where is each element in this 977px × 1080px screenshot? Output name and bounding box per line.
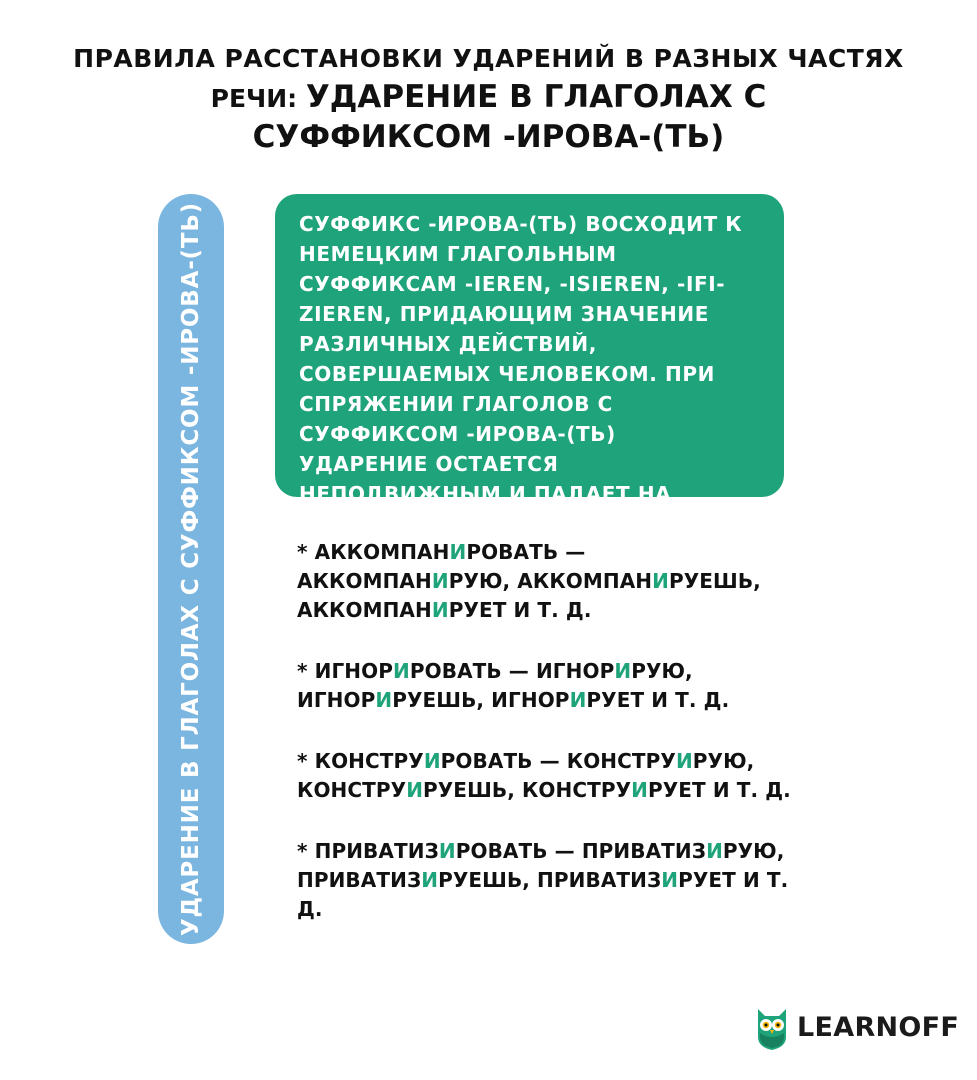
stressed-vowel: И: [449, 540, 467, 564]
bullet-mark: *: [297, 659, 315, 683]
stressed-vowel: И: [652, 569, 669, 593]
logo-text: LEARNOFF: [797, 1011, 960, 1043]
sidebar-label-pill: [158, 194, 224, 944]
example-text: РУЕШЬ, ИГНОР: [392, 688, 570, 712]
example-text: ИГНОР: [314, 659, 394, 683]
owl-icon: [755, 1003, 789, 1051]
stressed-vowel: И: [706, 839, 723, 863]
example-text: РУЮ, ПРИВАТИЗ: [297, 839, 785, 892]
example-item: [297, 747, 797, 805]
example-item: [297, 538, 797, 625]
example-item: [297, 657, 797, 715]
stressed-vowel: И: [431, 569, 449, 593]
stressed-vowel: И: [614, 659, 632, 683]
example-text: РУЕШЬ, АККОМПАН: [297, 569, 761, 622]
example-text: РУЕТ И Т. Д.: [586, 688, 730, 712]
examples-list: [297, 538, 797, 956]
stressed-vowel: И: [431, 598, 449, 622]
stressed-vowel: И: [375, 688, 393, 712]
example-text: РУЕТ И Т. Д.: [648, 778, 791, 802]
example-text: АККОМПАН: [314, 540, 450, 564]
sidebar-label: УДАРЕНИЕ В ГЛАГОЛАХ С СУФФИКСОМ -ИРОВА-(ТЬ): [178, 202, 204, 936]
example-text: РУЮ, КОНСТРУ: [297, 749, 755, 802]
page-title: [60, 40, 917, 156]
example-text: РОВАТЬ — ПРИВАТИЗ: [455, 839, 707, 863]
stressed-vowel: И: [631, 778, 649, 802]
example-text: РОВАТЬ — КОНСТРУ: [440, 749, 676, 773]
example-text: РУЕШЬ, ПРИВАТИЗ: [438, 868, 662, 892]
stressed-vowel: И: [406, 778, 424, 802]
stressed-vowel: И: [569, 688, 587, 712]
stressed-vowel: И: [675, 749, 693, 773]
example-text: РУЕТ И Т. Д.: [297, 868, 789, 921]
info-box-text: СУФФИКС -ИРОВА-(ТЬ) ВОСХОДИТ К НЕМЕЦКИМ ГЛАГОЛЬНЫМ СУФФИКСАМ -IEREN, -ISIEREN, -IFI-ZIEREN, ПРИДАЮЩИМ ЗНАЧЕНИЕ РАЗЛИЧНЫХ ДЕЙСТВИЙ, СОВЕРШАЕМЫХ ЧЕЛОВЕКОМ. ПРИ СПРЯЖЕНИИ ГЛАГОЛОВ С СУФФИКСОМ -ИРОВА-(ТЬ) УДАРЕНИЕ ОСТАЕТСЯ НЕПОДВИЖНЫМ И ПАДАЕТ НА ГЛАСНЫЙ И:: [299, 212, 743, 536]
example-item: [297, 837, 797, 924]
stressed-vowel: И: [438, 839, 456, 863]
stressed-vowel: И: [393, 659, 410, 683]
title-line-2: [60, 78, 917, 118]
title-prefix: РЕЧИ:: [210, 84, 298, 113]
bullet-mark: *: [297, 839, 315, 863]
stressed-vowel: И: [661, 868, 679, 892]
example-text: РУЕТ И Т. Д.: [448, 598, 592, 622]
example-text: ПРИВАТИЗ: [314, 839, 439, 863]
title-line-3: СУФФИКСОМ -ИРОВА-(ТЬ): [252, 119, 725, 155]
example-text: РУЕШЬ, КОНСТРУ: [423, 778, 632, 802]
info-box: [275, 194, 784, 536]
example-text: РУЮ, АККОМПАН: [448, 569, 653, 593]
bullet-mark: *: [297, 749, 315, 773]
bullet-mark: *: [297, 540, 315, 564]
title-line-1: ПРАВИЛА РАССТАНОВКИ УДАРЕНИЙ В РАЗНЫХ ЧАСТЯХ: [73, 44, 904, 73]
example-text: КОНСТРУ: [314, 749, 424, 773]
title-main: УДАРЕНИЕ В ГЛАГОЛАХ С: [305, 79, 767, 115]
stressed-vowel: И: [421, 868, 439, 892]
stressed-vowel: И: [423, 749, 441, 773]
example-text: РОВАТЬ — ИГНОР: [409, 659, 615, 683]
learnoff-logo: [755, 1002, 959, 1052]
example-text: РОВАТЬ — АККОМПАН: [297, 540, 586, 593]
example-text: РУЮ, ИГНОР: [297, 659, 693, 712]
